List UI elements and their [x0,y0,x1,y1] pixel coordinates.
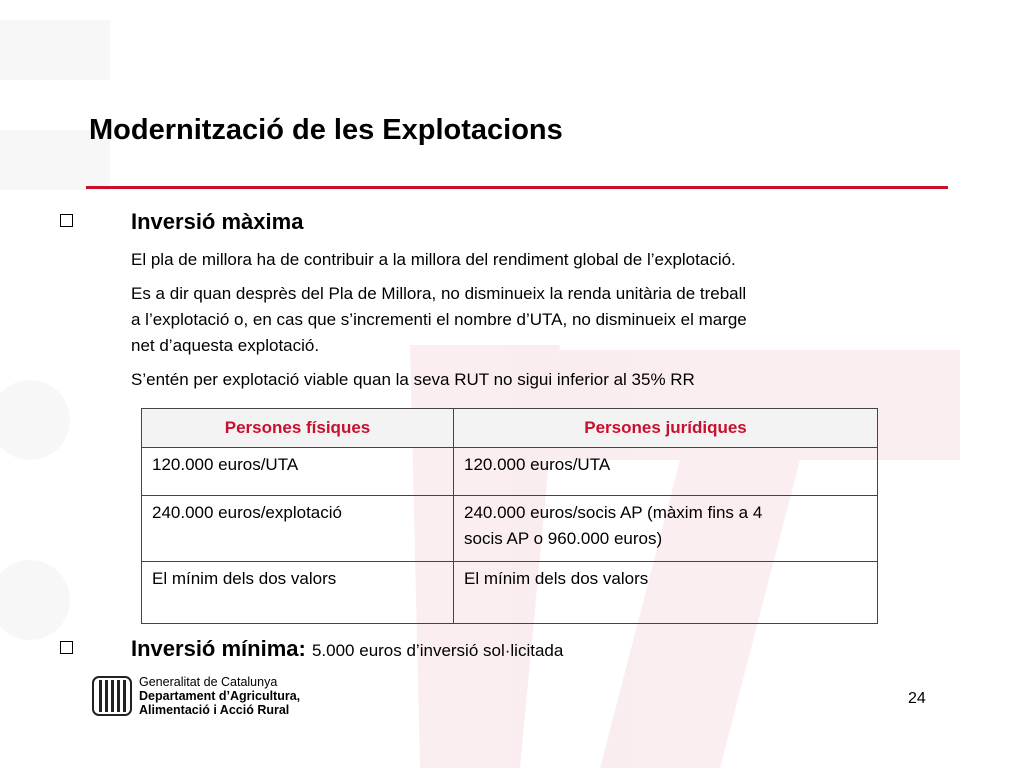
table-cell: 120.000 euros/UTA [142,448,454,496]
paragraph-2-line1: Es a dir quan desprès del Pla de Millora, no disminueix la renda unitària de treball [131,284,747,303]
bullet-square-icon [60,214,73,227]
table-cell: 120.000 euros/UTA [454,448,878,496]
slide-title: Modernització de les Explotacions [89,114,563,146]
department-logo-text [139,675,300,717]
table-cell-line: socis AP o 960.000 euros) [464,529,663,548]
title-divider [86,186,948,189]
page-number: 24 [908,690,926,707]
table-cell: El mínim dels dos valors [454,562,878,624]
table-row [142,496,878,562]
table-header: Persones jurídiques [454,409,878,448]
section-heading-max: Inversió màxima [131,209,304,234]
table-header-row [142,409,878,448]
table-row [142,448,878,496]
table-cell: 240.000 euros/explotació [142,496,454,562]
paragraph-3: S’entén per explotació viable quan la seva RUT no sigui inferior al 35% RR [131,370,695,389]
section-heading-min-text: 5.000 euros d’inversió sol·licitada [311,641,564,660]
table-row [142,562,878,624]
section-heading-min-label: Inversió mínima: [131,636,306,661]
logo-line: Departament d’Agricultura, [139,689,301,703]
table-cell [454,496,878,562]
paragraph-2-line3: net d’aquesta explotació. [131,336,320,355]
generalitat-logo-icon [92,675,132,717]
logo-line: Generalitat de Catalunya [139,675,278,689]
table-cell: El mínim dels dos valors [142,562,454,624]
logo-line: Alimentació i Acció Rural [139,703,290,717]
paragraph-1: El pla de millora ha de contribuir a la millora del rendiment global de l’explotació. [131,250,736,269]
table-cell-line: 240.000 euros/socis AP (màxim fins a 4 [464,503,763,522]
section-heading-min [131,636,563,662]
investment-table [141,408,878,624]
paragraph-2-line2: a l’explotació o, en cas que s’incrementi el nombre d’UTA, no disminueix el marge [131,310,747,329]
table-header: Persones físiques [142,409,454,448]
bullet-square-icon [60,641,73,654]
